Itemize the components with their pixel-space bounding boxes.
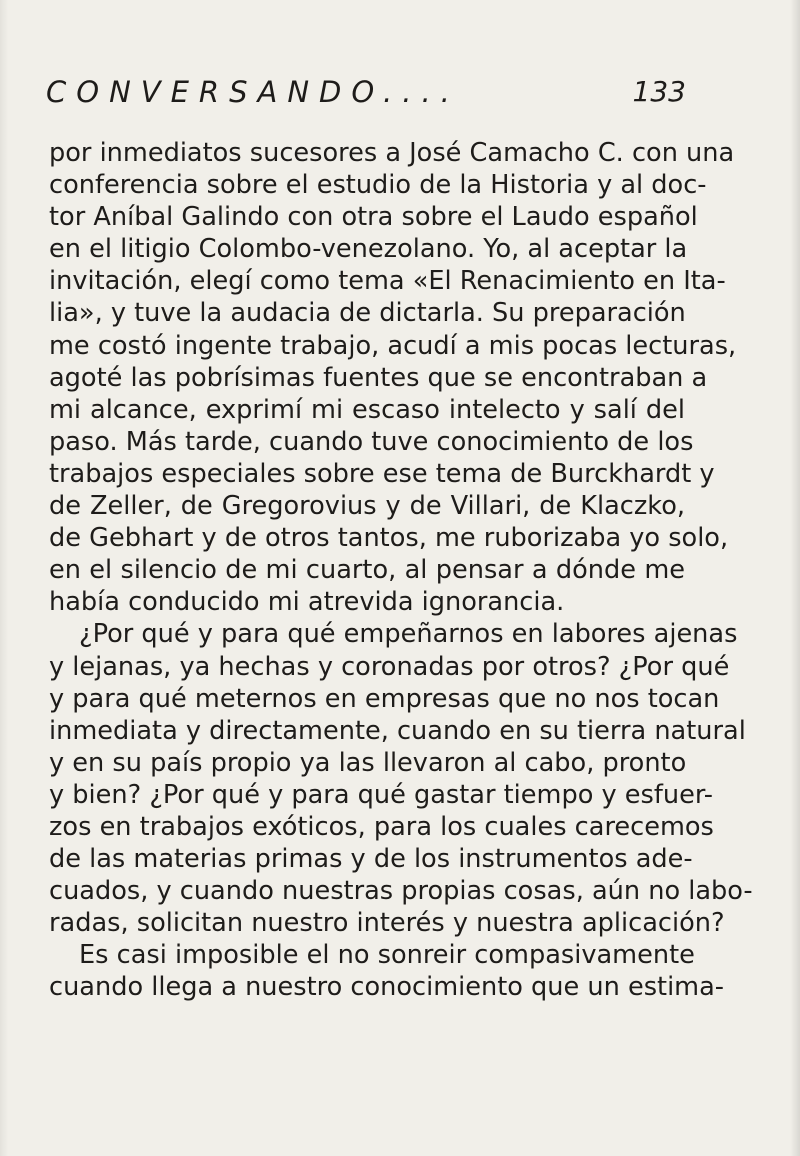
text-line: había conducido mi atrevida ignorancia. — [49, 587, 565, 618]
text-line: por inmediatos sucesores a José Camacho C. con una — [49, 138, 735, 168]
text-line: inmediata y directamente, cuando en su tierra natural — [49, 715, 746, 746]
page-number: 133 — [632, 75, 686, 108]
text-line: de Gebhart y de otros tantos, me ruborizaba yo solo, — [49, 523, 729, 554]
text-line: de las materias primas y de los instrumentos ade- — [49, 844, 693, 875]
text-line: invitación, elegí como tema «El Renacimiento en Ita- — [49, 266, 726, 297]
text-line: zos en trabajos exóticos, para los cuales carecemos — [49, 811, 714, 842]
page-gutter-shadow — [0, 0, 8, 1156]
text-line: y en su país propio ya las llevaron al cabo, pronto — [49, 747, 687, 778]
running-title: CONVERSANDO.... — [46, 75, 460, 109]
text-line: y bien? ¿Por qué y para qué gastar tiempo y esfuer- — [49, 779, 713, 810]
text-line: y para qué meternos en empresas que no nos tocan — [49, 683, 720, 714]
page-edge-shadow — [790, 0, 800, 1156]
text-line: conferencia sobre el estudio de la Historia y al doc- — [49, 170, 707, 201]
text-line: tor Aníbal Galindo con otra sobre el Laudo español — [49, 202, 698, 233]
text-line: ¿Por qué y para qué empeñarnos en labores ajenas — [79, 619, 738, 650]
text-line: en el silencio de mi cuarto, al pensar a dónde me — [49, 555, 685, 586]
text-line: mi alcance, exprimí mi escaso intelecto y salí del — [49, 394, 685, 425]
text-line: de Zeller, de Gregorovius y de Villari, de Klaczko, — [49, 491, 685, 522]
text-line: en el litigio Colombo-venezolano. Yo, al aceptar la — [49, 234, 688, 265]
text-line: lia», y tuve la audacia de dictarla. Su preparación — [49, 298, 686, 329]
text-line: trabajos especiales sobre ese tema de Burckhardt y — [49, 458, 715, 489]
text-line: radas, solicitan nuestro interés y nuestra aplicación? — [49, 908, 725, 939]
text-line: agoté las pobrísimas fuentes que se encontraban a — [49, 362, 708, 393]
text-line: me costó ingente trabajo, acudí a mis pocas lecturas, — [49, 330, 737, 361]
page-header — [46, 74, 686, 114]
text-line: cuando llega a nuestro conocimiento que un estima- — [49, 972, 725, 1003]
text-line: paso. Más tarde, cuando tuve conocimiento de los — [49, 426, 694, 457]
body-text — [49, 137, 753, 1004]
text-line: y lejanas, ya hechas y coronadas por otros? ¿Por qué — [49, 651, 730, 682]
text-line: Es casi imposible el no sonreir compasivamente — [79, 940, 695, 971]
text-line: cuados, y cuando nuestras propias cosas, aún no labo- — [49, 876, 753, 907]
